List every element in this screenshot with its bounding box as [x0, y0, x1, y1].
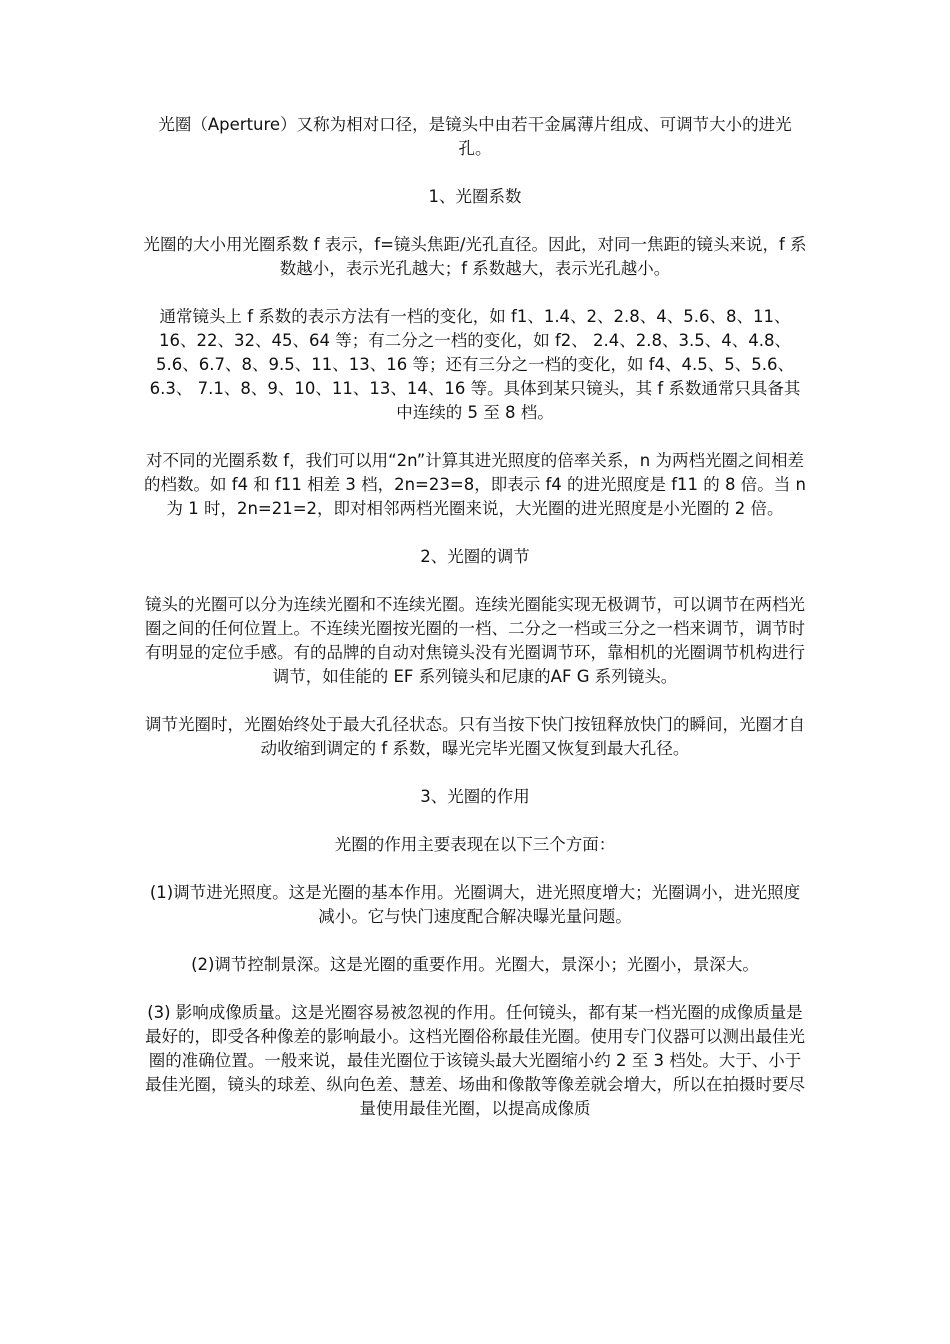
paragraph-f-stop-series: 通常镜头上 f 系数的表示方法有一档的变化，如 f1、1.4、2、2.8、4、5.6、8、11、16、22、32、45、64 等；有二分之一档的变化，如 f2、 2.4、2.8、3.5、4、4.8、5.6、6.7、8、9.5、11、13、16 等；还有三分之一档的变化，如 f4、4.5、5、5.6、6.3、 7.1、8、9、10、11、13、14、16 等。具体到某只镜头，其 f 系数通常只具备其中连续的 5 至 8 档。: [149, 307, 801, 422]
intro-paragraph: 光圈（Aperture）又称为相对口径，是镜头中由若干金属薄片组成、可调节大小的进光孔。: [158, 115, 792, 158]
section-heading-aperture-adjustment: 2、光圈的调节: [420, 547, 530, 566]
paragraph-function-3: (3) 影响成像质量。这是光圈容易被忽视的作用。任何镜头，都有某一档光圈的成像质量是最好的，即受各种像差的影响最小。这档光圈俗称最佳光圈。使用专门仪器可以测出最佳光圈的准确位置。一般来说，最佳光圈位于该镜头最大光圈缩小约 2 至 3 档处。大于、小于最佳光圈，镜头的球差、纵向色差、慧差、场曲和像散等像差就会增大，所以在拍摄时要尽量使用最佳光圈，以提高成像质: [145, 1003, 805, 1118]
paragraph-function-intro: 光圈的作用主要表现在以下三个方面：: [334, 835, 616, 854]
document-body: [143, 113, 807, 1121]
paragraph-aperture-state: 调节光圈时，光圈始终处于最大孔径状态。只有当按下快门按钮释放快门的瞬间，光圈才自动收缩到调定的 f 系数，曝光完毕光圈又恢复到最大孔径。: [145, 715, 805, 758]
paragraph-continuous-aperture: 镜头的光圈可以分为连续光圈和不连续光圈。连续光圈能实现无极调节，可以调节在两档光圈之间的任何位置上。不连续光圈按光圈的一档、二分之一档或三分之一档来调节，调节时有明显的定位手感。有的品牌的自动对焦镜头没有光圈调节环，靠相机的光圈调节机构进行调节，如佳能的 EF 系列镜头和尼康的AF G 系列镜头。: [145, 595, 805, 686]
paragraph-f-number-definition: 光圈的大小用光圈系数 f 表示，f=镜头焦距/光孔直径。因此，对同一焦距的镜头来说，f 系数越小，表示光孔越大；f 系数越大，表示光孔越小。: [143, 235, 807, 278]
paragraph-function-2: (2)调节控制景深。这是光圈的重要作用。光圈大，景深小；光圈小，景深大。: [191, 955, 759, 974]
paragraph-exposure-ratio: 对不同的光圈系数 f，我们可以用“2n”计算其进光照度的倍率关系，n 为两档光圈之间相差的档数。如 f4 和 f11 相差 3 档，2n=23=8，即表示 f4 的进光照度是 f11 的 8 倍。当 n 为 1 时，2n=21=2，即对相邻两档光圈来说，大光圈的进光照度是小光圈的 2 倍。: [144, 451, 806, 518]
paragraph-function-1: (1)调节进光照度。这是光圈的基本作用。光圈调大，进光照度增大；光圈调小，进光照度减小。它与快门速度配合解决曝光量问题。: [149, 883, 801, 926]
section-heading-aperture-coefficient: 1、光圈系数: [428, 187, 522, 206]
section-heading-aperture-function: 3、光圈的作用: [420, 787, 530, 806]
